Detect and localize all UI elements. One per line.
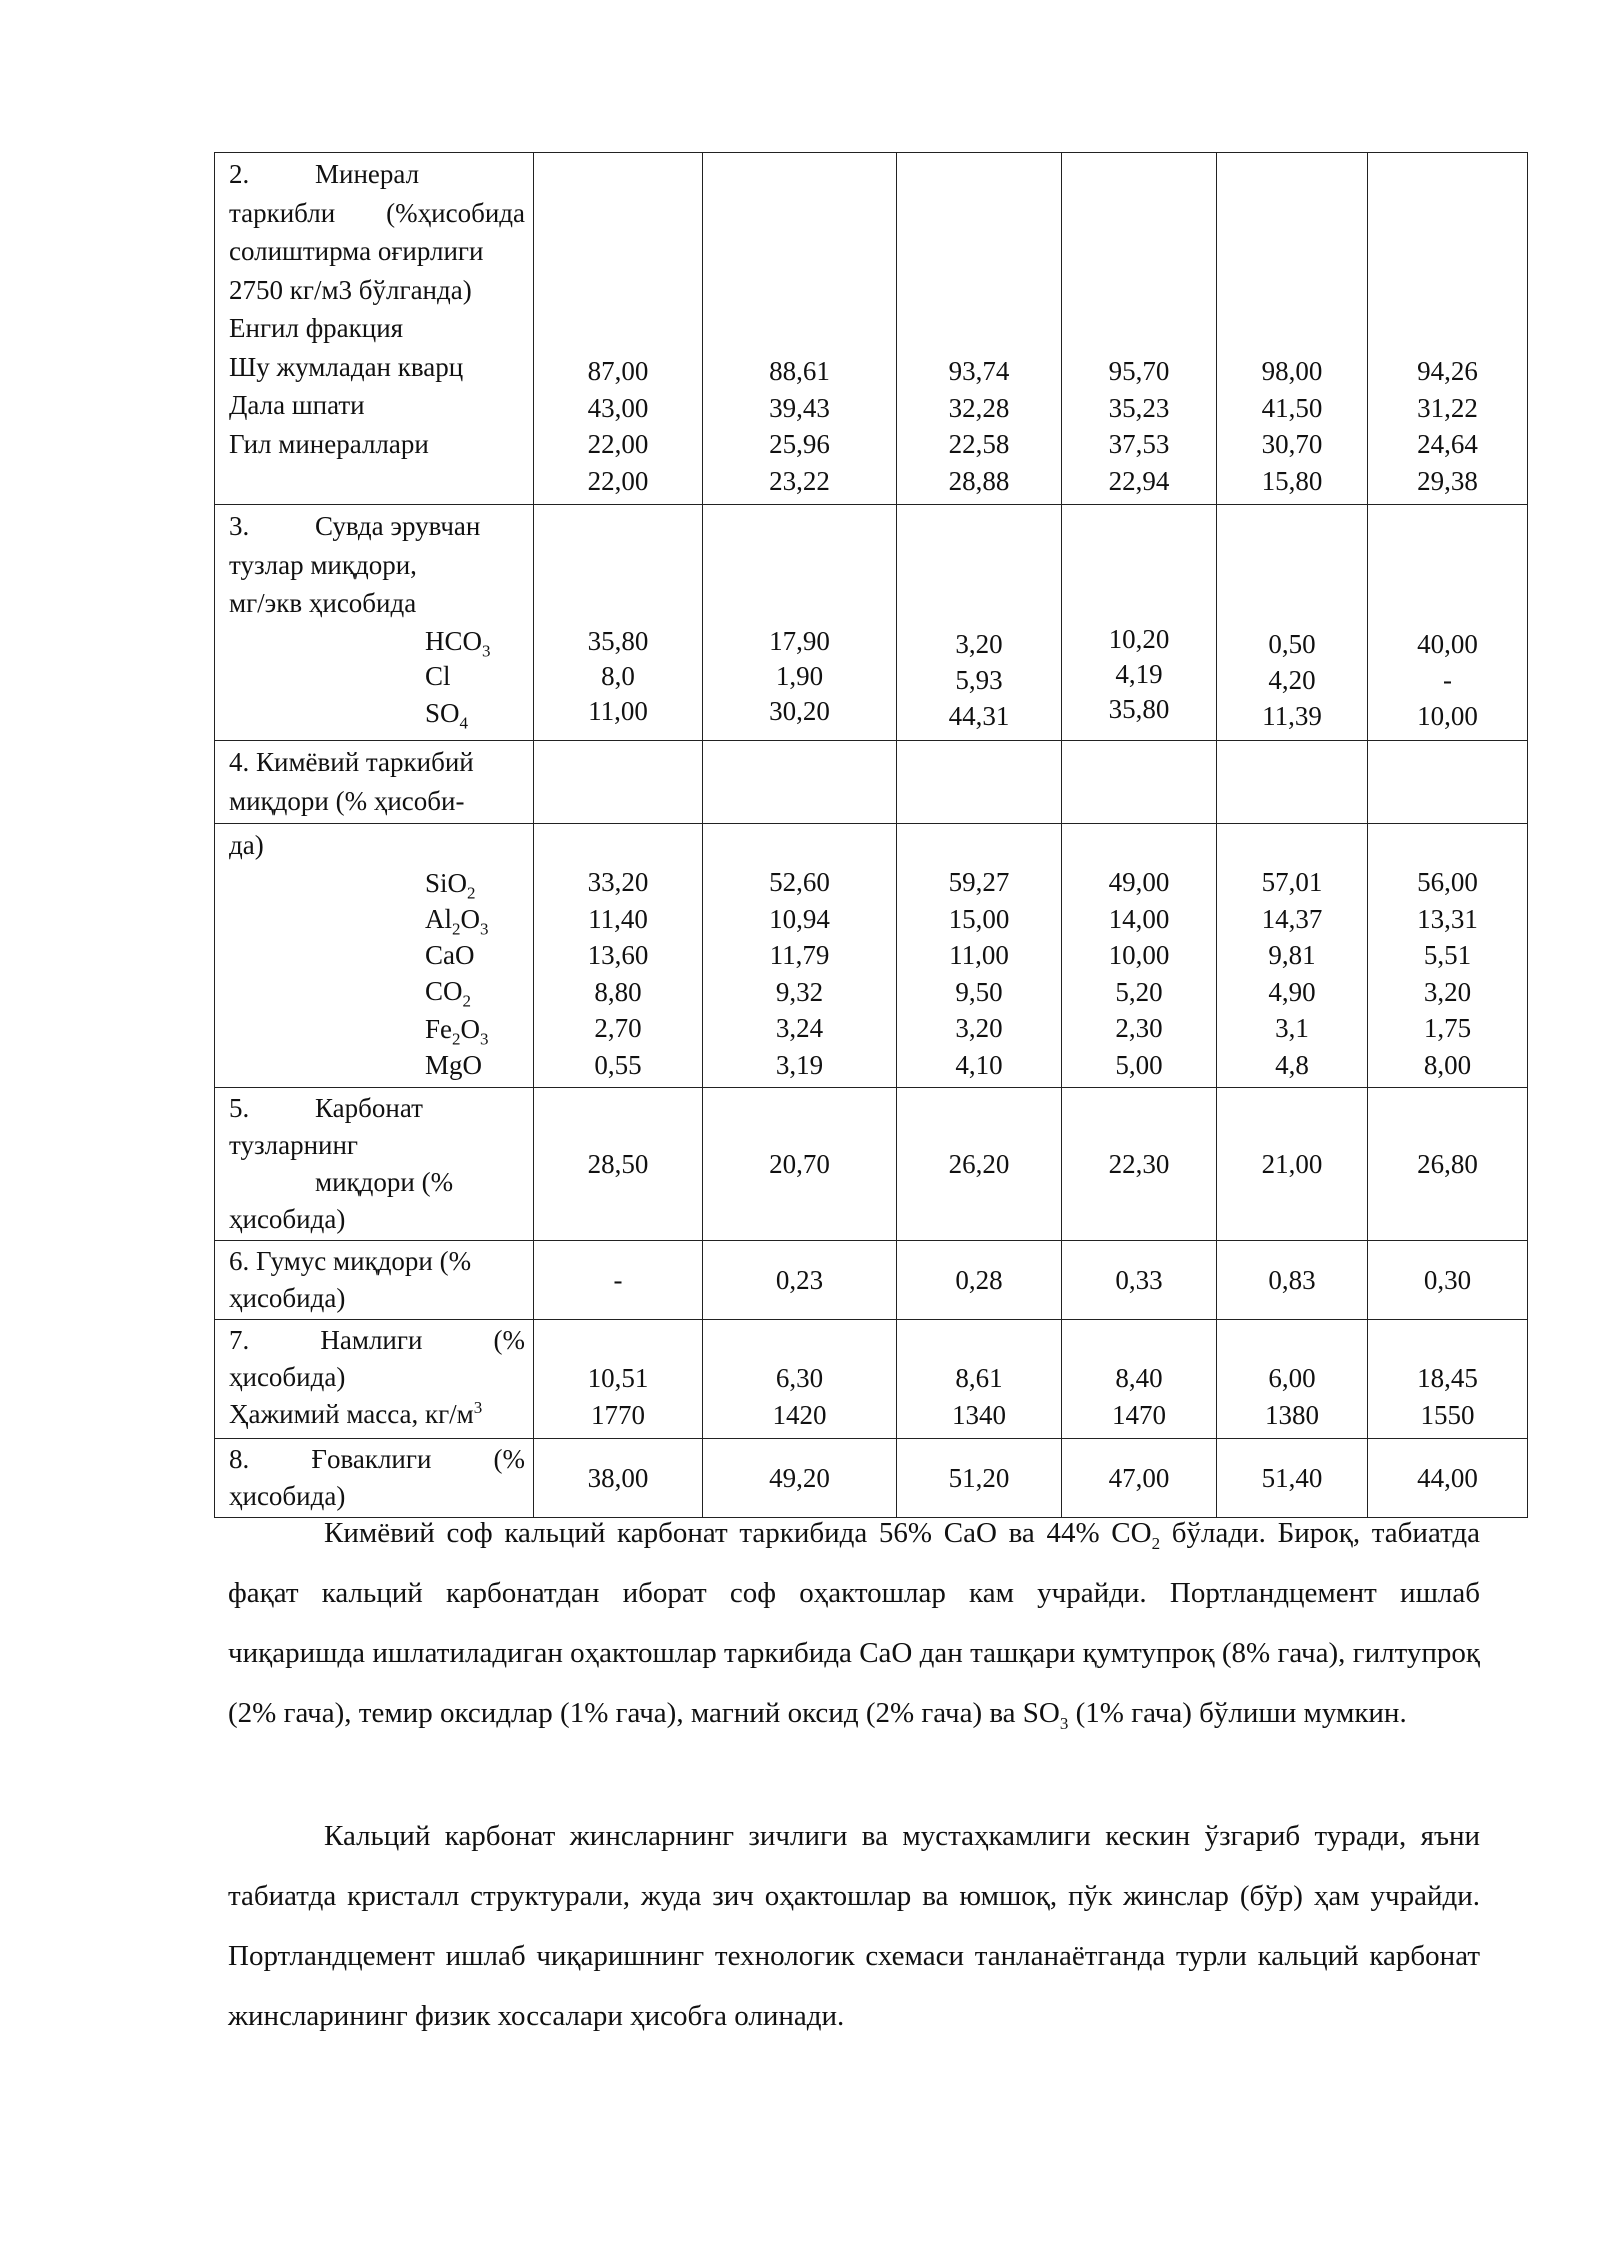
value: 11,00: [949, 940, 1009, 970]
value: 8,00: [1423, 1049, 1472, 1080]
value: 8,61: [955, 1363, 1003, 1393]
section-title-line: Ҳажимий масса, кг/м: [229, 1399, 474, 1429]
value: 18,45: [1417, 1363, 1478, 1393]
value: 56,00: [1417, 867, 1478, 897]
row-label-oxides: [215, 824, 534, 1088]
value-cell: [534, 153, 703, 505]
value: 33,20: [587, 867, 649, 897]
paragraph-text: Кальций карбонат жинсларнинг зичлиги ва мустаҳкамлиги кескин ўзгариб туради, яъни табиатда кристалл структурали, жуда зич оҳактошлар ва юмшоқ, пўк жинслар (бўр) ҳам учрайди. Портландцемент ишлаб чиқаришнинг технологик схемаси танланаётганда турли кальций карбонат жинсларининг физик хоссалари ҳисобга олинади.: [228, 1820, 1480, 2032]
value: 32,28: [948, 392, 1010, 423]
value: 22,94: [1108, 465, 1170, 496]
value: 28,88: [948, 465, 1010, 496]
oxide-subscript: 3: [480, 1028, 489, 1048]
value-cell: 26,80: [1368, 1088, 1528, 1241]
value: 8,0: [601, 661, 635, 691]
value-cell: 51,20: [897, 1439, 1062, 1518]
section-title-line: ҳисобида): [229, 1362, 346, 1392]
value: 88,61: [769, 356, 830, 386]
value-cell: 0,28: [897, 1241, 1062, 1320]
ion-subscript: 3: [482, 640, 491, 660]
section-title-line: таркибли (%ҳисобида: [229, 197, 525, 228]
section-title-line: 2750 кг/м3 бўлганда): [229, 274, 472, 305]
value: 6,30: [775, 1363, 824, 1393]
ion-label: SO: [425, 697, 460, 728]
value-cell: 49,20: [703, 1439, 897, 1518]
value: 30,70: [1261, 429, 1323, 459]
value: 9,81: [1268, 940, 1316, 970]
value: 14,37: [1261, 903, 1323, 934]
value: 11,40: [588, 903, 648, 934]
value: 57,01: [1261, 867, 1323, 897]
value: 8,80: [594, 976, 642, 1007]
value: 94,26: [1417, 356, 1478, 386]
oxide-label: O: [460, 1013, 480, 1044]
row-label-humus: [215, 1241, 534, 1320]
section-number: 3.: [229, 511, 250, 541]
value: 3,20: [955, 629, 1003, 659]
value: 0,50: [1268, 629, 1316, 659]
value: 25,96: [769, 429, 830, 459]
section-number: 2.: [229, 159, 250, 189]
value: 1380: [1265, 1399, 1319, 1430]
section-title-line: 6. Гумус миқдори (%: [229, 1246, 472, 1276]
row-item-label: Шу жумладан кварц: [229, 351, 464, 382]
empty-cell: [703, 741, 897, 824]
value-cell: [1368, 505, 1528, 741]
value: 41,50: [1261, 392, 1323, 423]
section-title-line: тузлар миқдори,: [229, 549, 417, 580]
oxide-label: MgO: [425, 1050, 483, 1080]
value-cell: [897, 505, 1062, 741]
value-cell: 44,00: [1368, 1439, 1528, 1518]
table-row-chemical-values: [215, 824, 1528, 1088]
value-cell: [534, 505, 703, 741]
value: 13,60: [587, 940, 649, 970]
value-cell: -: [534, 1241, 703, 1320]
value: 95,70: [1108, 356, 1170, 386]
empty-cell: [1217, 741, 1368, 824]
value: 3,20: [1423, 976, 1472, 1007]
row-label-chemical: [215, 741, 534, 824]
value-cell: 38,00: [534, 1439, 703, 1518]
paragraph-subscript: 3: [1059, 1713, 1069, 1733]
unit-superscript: 3: [473, 1398, 483, 1417]
section-title-line: миқдори (%: [315, 1167, 454, 1197]
value: 1550: [1420, 1399, 1475, 1430]
value: 37,53: [1108, 429, 1170, 459]
value: 10,94: [769, 903, 830, 934]
section-title-line: мг/экв ҳисобида: [229, 588, 417, 618]
paragraph-text: (1% гача) бўлиши мумкин.: [1068, 1697, 1407, 1729]
value: -: [1443, 665, 1452, 695]
properties-table: [214, 152, 1528, 1518]
value: 10,00: [1108, 940, 1170, 970]
value-cell: [534, 824, 703, 1088]
section-title-line: миқдори (% ҳисоби-: [229, 785, 465, 816]
ion-subscript: 4: [459, 712, 469, 732]
value: 6,00: [1268, 1363, 1316, 1393]
oxide-subscript: 2: [452, 919, 461, 939]
value-cell: [1062, 824, 1217, 1088]
oxide-subscript: 2: [452, 1028, 461, 1048]
section-title-line: ҳисобида): [229, 1283, 346, 1313]
value: 24,64: [1417, 429, 1478, 459]
section-title-line: ҳисобида): [229, 1204, 346, 1234]
paragraph-text: Кимёвий соф кальций карбонат таркибида 56% CaO ва 44% CO: [324, 1517, 1152, 1549]
value: 3,1: [1275, 1013, 1309, 1043]
table-row-moisture: [215, 1320, 1528, 1439]
value: 10,00: [1417, 701, 1478, 731]
value-cell: [703, 824, 897, 1088]
section-number: 5.: [229, 1093, 250, 1123]
value: 1470: [1112, 1399, 1166, 1430]
oxide-label: SiO: [425, 867, 468, 898]
value: 1,75: [1423, 1013, 1472, 1043]
value: 2,30: [1115, 1013, 1163, 1043]
row-label-salts: [215, 505, 534, 741]
value: 9,32: [775, 976, 824, 1007]
value-cell: [1062, 153, 1217, 505]
value: 35,80: [587, 626, 649, 656]
value: 59,27: [948, 867, 1010, 897]
oxide-label: Fe: [425, 1013, 452, 1044]
value: 14,00: [1108, 903, 1170, 934]
value-cell: [1217, 1320, 1368, 1439]
value: 11,79: [769, 940, 830, 970]
row-label-moisture: [215, 1320, 534, 1439]
value: 8,40: [1115, 1363, 1163, 1393]
paragraph-calcium-carbonate: [228, 1503, 1480, 1743]
value-cell: 47,00: [1062, 1439, 1217, 1518]
section-title-line: 7. Намлиги (%: [229, 1325, 525, 1355]
value-cell: 0,23: [703, 1241, 897, 1320]
value: 2,70: [594, 1013, 642, 1043]
value: 22,58: [948, 429, 1010, 459]
value: 49,00: [1108, 867, 1170, 897]
section-title-line: тузларнинг: [229, 1130, 358, 1160]
value: 3,19: [775, 1049, 824, 1080]
paragraph-rock-properties: [228, 1806, 1480, 2046]
value: 22,00: [587, 429, 649, 459]
value: 1420: [772, 1399, 827, 1430]
value: 1,90: [775, 661, 824, 691]
section-title-line: солиштирма оғирлиги: [229, 236, 484, 266]
value-cell: [703, 153, 897, 505]
table-row-humus: [215, 1241, 1528, 1320]
value-cell: 51,40: [1217, 1439, 1368, 1518]
value: 40,00: [1417, 629, 1478, 659]
table-row-carbonate: [215, 1088, 1528, 1241]
value: 4,20: [1268, 665, 1316, 695]
value: 13,31: [1417, 903, 1478, 934]
row-label-carbonate: [215, 1088, 534, 1241]
value: 10,51: [587, 1363, 649, 1393]
value: 5,93: [955, 665, 1003, 695]
value-cell: [897, 824, 1062, 1088]
value: 93,74: [948, 356, 1010, 386]
value: 44,31: [948, 701, 1010, 731]
value-cell: [703, 1320, 897, 1439]
oxide-subscript: 3: [480, 919, 489, 939]
value-cell: 26,20: [897, 1088, 1062, 1241]
ion-label: Cl: [425, 660, 451, 691]
empty-cell: [1062, 741, 1217, 824]
value: 5,51: [1423, 940, 1472, 970]
value: 5,20: [1115, 976, 1163, 1007]
oxide-label: Al: [425, 904, 452, 934]
value-cell: [703, 505, 897, 741]
value: 29,38: [1417, 465, 1478, 496]
section-title-line: да): [229, 830, 264, 860]
value: 11,39: [1262, 701, 1322, 731]
row-item-label: Енгил фракция: [229, 313, 404, 343]
value-cell: 0,83: [1217, 1241, 1368, 1320]
value: 1770: [591, 1399, 645, 1430]
value-cell: [1062, 505, 1217, 741]
value-cell: 0,30: [1368, 1241, 1528, 1320]
empty-cell: [1368, 741, 1528, 824]
value-cell: 28,50: [534, 1088, 703, 1241]
value-cell: [1217, 824, 1368, 1088]
value-cell: [534, 1320, 703, 1439]
value: 9,50: [955, 976, 1003, 1007]
row-label-mineral: [215, 153, 534, 505]
paragraph-subscript: 2: [1151, 1533, 1161, 1553]
section-title-line: 8. Ғоваклиги (%: [229, 1444, 525, 1474]
value: 23,22: [769, 465, 830, 496]
value: 31,22: [1417, 392, 1478, 423]
value: 4,19: [1115, 659, 1163, 689]
value: 10,20: [1108, 624, 1170, 654]
oxide-subscript: 2: [462, 990, 472, 1010]
oxide-subscript: 2: [467, 882, 476, 902]
paragraph-text: бўлади. Бироқ, табиатда фақат кальций карбонатдан иборат соф оҳактошлар кам учрайди. Портландцемент ишлаб чиқаришда ишлатиладиган оҳактошлар таркибида CaO дан ташқари қумтупроқ (8% гача), гилтупроқ (2% гача), темир оксидлар (1% гача), магний оксид (2% гача) ва SO: [228, 1517, 1480, 1729]
empty-cell: [897, 741, 1062, 824]
value: 4,90: [1268, 976, 1316, 1007]
value: 52,60: [769, 867, 830, 897]
value-cell: [897, 1320, 1062, 1439]
table-row-salts: [215, 505, 1528, 741]
section-title-line: ҳисобида): [229, 1481, 346, 1511]
value-cell: [1217, 153, 1368, 505]
value: 3,20: [955, 1013, 1003, 1043]
section-title-word: Сувда эрувчан: [315, 511, 481, 541]
section-title-word: Минерал: [315, 159, 420, 189]
oxide-label: O: [460, 904, 480, 934]
value: 35,80: [1108, 694, 1170, 724]
value-cell: [897, 153, 1062, 505]
ion-label: HCO: [425, 625, 483, 656]
value: 1340: [952, 1399, 1006, 1430]
row-item-label: Гил минераллари: [229, 428, 429, 459]
section-title-line: 4. Кимёвий таркибий: [229, 747, 474, 777]
value: 5,00: [1115, 1049, 1163, 1080]
value: 17,90: [769, 626, 830, 656]
value: 43,00: [587, 392, 649, 423]
value-cell: 21,00: [1217, 1088, 1368, 1241]
value: 35,23: [1108, 392, 1170, 423]
oxide-label: CaO: [425, 939, 475, 970]
row-item-label: Дала шпати: [229, 390, 365, 420]
empty-cell: [534, 741, 703, 824]
value-cell: [1368, 1320, 1528, 1439]
value-cell: [1217, 505, 1368, 741]
value: 15,80: [1261, 465, 1323, 496]
value-cell: [1368, 153, 1528, 505]
value: 4,10: [955, 1049, 1003, 1080]
table-row-mineral: [215, 153, 1528, 505]
value-cell: 20,70: [703, 1088, 897, 1241]
value: 39,43: [769, 392, 830, 423]
value: 15,00: [948, 903, 1010, 934]
section-title-word: Карбонат: [315, 1093, 423, 1123]
table-row-chemical-header: [215, 741, 1528, 824]
value: 87,00: [587, 356, 649, 386]
value: 3,24: [775, 1013, 824, 1043]
value: 4,8: [1275, 1049, 1309, 1080]
value-cell: 0,33: [1062, 1241, 1217, 1320]
value: 98,00: [1261, 356, 1323, 386]
value: 22,00: [587, 465, 649, 496]
value: 11,00: [588, 696, 648, 726]
value-cell: 22,30: [1062, 1088, 1217, 1241]
value: 0,55: [594, 1049, 642, 1080]
oxide-label: CO: [425, 975, 463, 1006]
value: 30,20: [769, 696, 830, 726]
value-cell: [1368, 824, 1528, 1088]
value-cell: [1062, 1320, 1217, 1439]
